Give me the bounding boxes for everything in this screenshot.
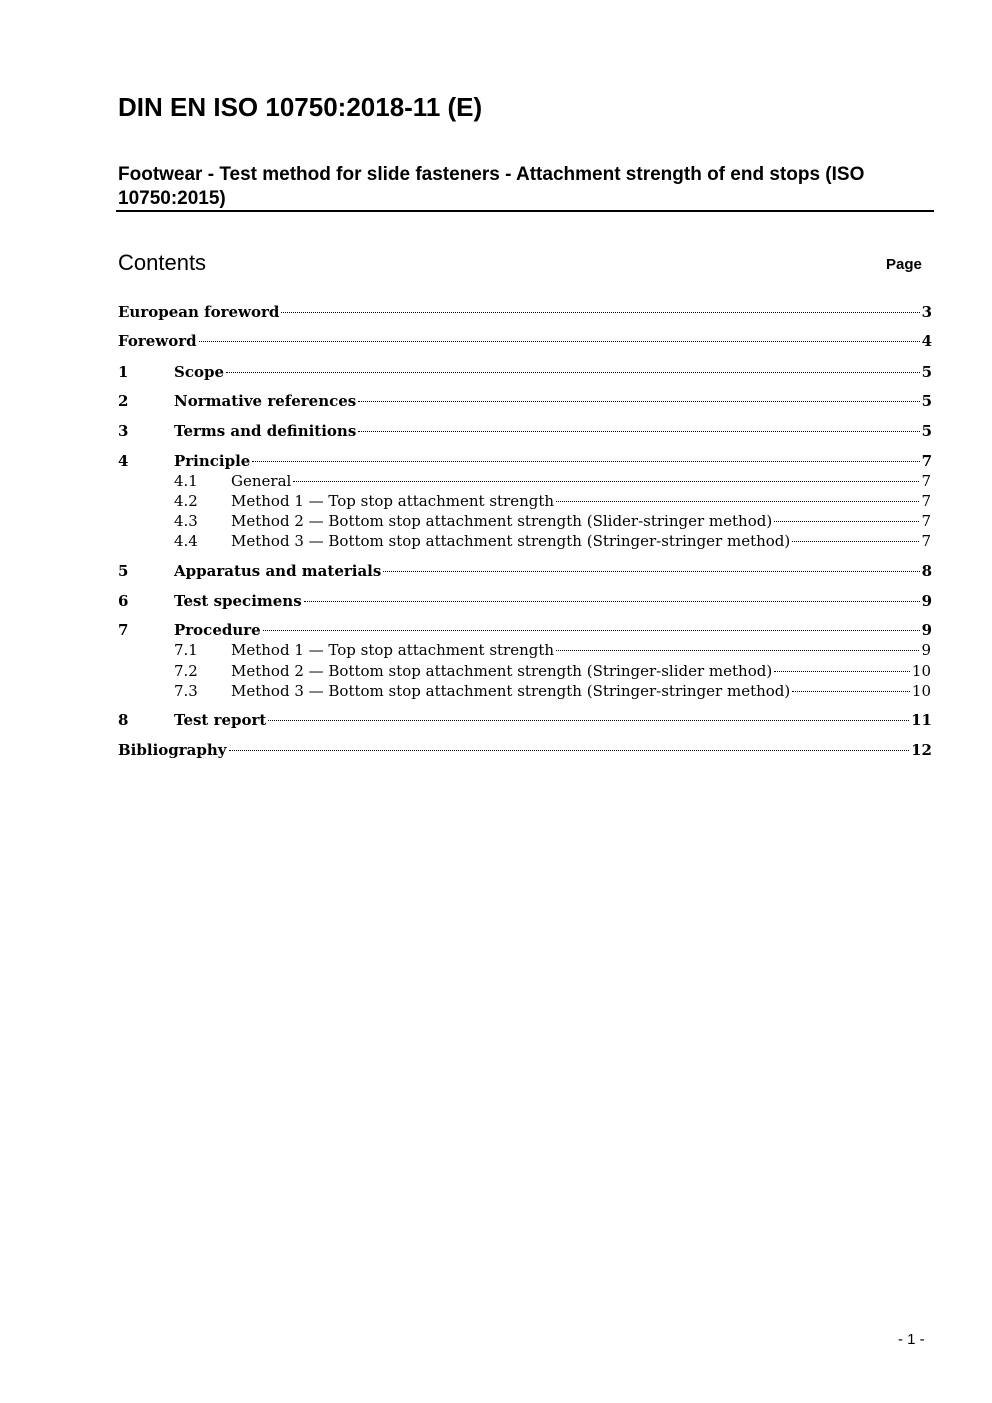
toc-entry-number: 4.3: [174, 512, 198, 530]
toc-entry-title: Test report: [174, 711, 267, 729]
toc-entry-page: 11: [911, 711, 932, 729]
toc-entry-title: Normative references: [174, 392, 357, 410]
toc-entry-title: Method 3 — Bottom stop attachment strength (Stringer-stringer method): [231, 682, 791, 700]
toc-entry-page: 9: [921, 641, 931, 659]
toc-entry-principle[interactable]: [118, 451, 932, 471]
toc-entry-page: 8: [921, 562, 932, 580]
toc-entry-title: Method 2 — Bottom stop attachment strength (Stringer-slider method): [231, 662, 773, 680]
toc-dot-leader: [263, 630, 920, 631]
toc-entry-4-4[interactable]: [174, 531, 931, 551]
toc-entry-bibliography[interactable]: [118, 740, 932, 760]
toc-entry-title: Scope: [174, 363, 225, 381]
toc-dot-leader: [304, 601, 920, 602]
toc-entry-european-foreword[interactable]: [118, 302, 932, 322]
toc-dot-leader: [229, 750, 910, 751]
toc-dot-leader: [774, 671, 910, 672]
toc-dot-leader: [792, 691, 910, 692]
toc-entry-test-report[interactable]: [118, 710, 932, 730]
toc-entry-number: 6: [118, 592, 129, 610]
page-title: DIN EN ISO 10750:2018-11 (E): [118, 92, 483, 122]
toc-entry-page: 7: [921, 472, 931, 490]
toc-dot-leader: [199, 341, 920, 342]
toc-entry-scope[interactable]: [118, 362, 932, 382]
toc-dot-leader: [281, 312, 919, 313]
toc-entry-number: 2: [118, 392, 129, 410]
toc-entry-7-3[interactable]: [174, 681, 931, 701]
toc-dot-leader: [358, 401, 919, 402]
toc-entry-page: 9: [921, 621, 932, 639]
toc-dot-leader: [774, 521, 919, 522]
toc-entry-normative-references[interactable]: [118, 391, 932, 411]
toc-entry-number: 7.1: [174, 641, 198, 659]
toc-entry-4-1[interactable]: [174, 471, 931, 491]
toc-dot-leader: [358, 431, 919, 432]
toc-entry-terms-and-definitions[interactable]: [118, 421, 932, 441]
toc-entry-title: Method 1 — Top stop attachment strength: [231, 641, 555, 659]
toc-dot-leader: [268, 720, 909, 721]
toc-entry-number: 8: [118, 711, 129, 729]
toc-entry-title: Principle: [174, 452, 251, 470]
toc-entry-4-2[interactable]: [174, 491, 931, 511]
toc-entry-number: 4.2: [174, 492, 198, 510]
toc-dot-leader: [293, 481, 919, 482]
toc-entry-7-2[interactable]: [174, 661, 931, 681]
toc-entry-page: 4: [921, 332, 932, 350]
toc-entry-number: 7: [118, 621, 129, 639]
contents-heading: Contents: [118, 250, 207, 275]
toc-entry-number: 1: [118, 363, 129, 381]
toc-entry-title: Method 3 — Bottom stop attachment strength (Stringer-stringer method): [231, 532, 791, 550]
title-divider: [116, 210, 934, 212]
toc-dot-leader: [226, 372, 920, 373]
toc-entry-title: Apparatus and materials: [174, 562, 382, 580]
toc-entry-title: Procedure: [174, 621, 261, 639]
toc-entry-page: 10: [911, 662, 931, 680]
toc-entry-page: 12: [911, 741, 932, 759]
toc-dot-leader: [556, 501, 919, 502]
toc-entry-title: Terms and definitions: [174, 422, 357, 440]
toc-entry-apparatus-and-materials[interactable]: [118, 561, 932, 581]
toc-entry-number: 3: [118, 422, 129, 440]
toc-dot-leader: [383, 571, 919, 572]
toc-entry-page: 7: [921, 492, 931, 510]
toc-entry-number: 7.3: [174, 682, 198, 700]
toc-entry-4-3[interactable]: [174, 511, 931, 531]
toc-entry-title: Method 2 — Bottom stop attachment strength (Slider-stringer method): [231, 512, 773, 530]
toc-entry-test-specimens[interactable]: [118, 591, 932, 611]
toc-dot-leader: [252, 461, 919, 462]
document-subtitle: Footwear - Test method for slide fasteners - Attachment strength of end stops (ISO 10750:2015): [118, 164, 865, 209]
page-number: - 1 -: [898, 1331, 925, 1348]
toc-entry-title: Test specimens: [174, 592, 302, 610]
toc-entry-page: 9: [921, 592, 932, 610]
toc-entry-title: Bibliography: [118, 741, 227, 759]
toc-entry-foreword[interactable]: [118, 331, 932, 351]
toc-entry-page: 7: [921, 512, 931, 530]
toc-entry-page: 3: [921, 303, 932, 321]
toc-entry-page: 10: [911, 682, 931, 700]
toc-dot-leader: [792, 541, 919, 542]
toc-entry-title: Foreword: [118, 332, 197, 350]
toc-dot-leader: [556, 650, 919, 651]
page-column-label: Page: [886, 256, 922, 273]
toc-entry-title: General: [231, 472, 292, 490]
toc-entry-number: 5: [118, 562, 129, 580]
toc-entry-page: 5: [921, 392, 932, 410]
toc-entry-number: 4.4: [174, 532, 198, 550]
toc-entry-page: 7: [921, 532, 931, 550]
toc-entry-title: Method 1 — Top stop attachment strength: [231, 492, 555, 510]
toc-entry-number: 4: [118, 452, 129, 470]
toc-entry-number: 7.2: [174, 662, 198, 680]
toc-entry-page: 5: [921, 363, 932, 381]
toc-entry-7-1[interactable]: [174, 640, 931, 660]
toc-entry-number: 4.1: [174, 472, 198, 490]
toc-entry-procedure[interactable]: [118, 620, 932, 640]
toc-entry-page: 7: [921, 452, 932, 470]
toc-entry-page: 5: [921, 422, 932, 440]
toc-entry-title: European foreword: [118, 303, 280, 321]
